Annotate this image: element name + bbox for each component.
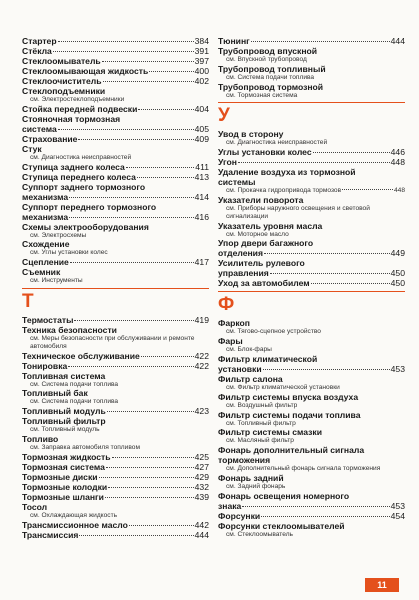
cross-reference: см. Впускной трубопровод xyxy=(226,56,307,63)
entry-term: Фары xyxy=(218,336,243,347)
index-section-t xyxy=(22,315,209,540)
index-entry-row xyxy=(218,248,405,258)
index-entry-row xyxy=(218,157,405,167)
index-entry-row xyxy=(22,56,209,66)
entry-term: Указатель уровня масла xyxy=(218,220,323,231)
index-entry xyxy=(218,82,405,100)
entry-term: Стёкла xyxy=(22,46,52,56)
cross-reference: см. Заправка автомобиля топливом xyxy=(30,443,140,451)
cross-reference: см. Моторное масло xyxy=(226,230,289,238)
entry-term: механизма xyxy=(22,211,69,222)
dot-leader xyxy=(126,167,194,168)
dot-leader xyxy=(261,516,389,517)
entry-term: Топливо xyxy=(22,433,59,444)
cross-reference: см. Охлаждающая жидкость xyxy=(30,511,118,519)
section-divider xyxy=(218,291,405,292)
section-letter-t: Т xyxy=(22,290,34,312)
index-entry xyxy=(22,388,209,406)
cross-reference: см. Инструменты xyxy=(30,277,83,285)
entry-term: Термостаты xyxy=(22,314,74,325)
index-entry-row xyxy=(22,462,209,472)
index-entry-row xyxy=(218,187,405,195)
dot-leader xyxy=(112,457,194,458)
entry-term: отделения xyxy=(218,248,263,259)
index-entry xyxy=(218,157,405,167)
entry-term: управления xyxy=(218,268,269,279)
dot-leader xyxy=(102,61,194,62)
entry-term: механизма xyxy=(22,191,69,202)
index-column-right xyxy=(218,36,405,539)
index-entry xyxy=(22,104,209,114)
entry-term: Топливный модуль xyxy=(22,406,106,417)
dot-leader xyxy=(105,497,194,498)
entry-term: торможения xyxy=(218,455,271,466)
entry-term: Тормозные колодки xyxy=(22,481,108,492)
entry-page-number: 404 xyxy=(194,103,209,114)
index-entry xyxy=(218,336,405,354)
index-entry xyxy=(22,462,209,472)
index-entry xyxy=(22,222,209,240)
dot-leader xyxy=(251,41,390,42)
entry-term: Техническое обслуживание xyxy=(22,350,140,361)
entry-page-number: 449 xyxy=(390,248,405,259)
cross-reference xyxy=(218,187,405,195)
cross-reference: см. Задний фонарь xyxy=(226,482,286,490)
index-entry xyxy=(218,278,405,288)
index-entry xyxy=(22,202,209,222)
entry-page-number: 448 xyxy=(390,157,405,168)
dot-leader xyxy=(137,177,194,178)
entry-page-number: 454 xyxy=(390,510,405,521)
entry-term: Увод в сторону xyxy=(218,129,284,140)
dot-leader xyxy=(58,129,194,130)
index-entry xyxy=(22,36,209,46)
cross-reference: см. Диагностика неисправностей xyxy=(226,139,328,147)
entry-term: система xyxy=(22,123,57,134)
index-entry-row xyxy=(22,520,209,530)
entry-term: Трансмиссия xyxy=(22,529,79,540)
index-entry xyxy=(22,66,209,76)
index-entry-row xyxy=(22,406,209,416)
index-entry-row xyxy=(22,162,209,172)
index-entry-row xyxy=(22,36,209,46)
index-section-f xyxy=(218,318,405,538)
index-entry xyxy=(22,239,209,257)
dot-leader xyxy=(129,525,194,526)
index-entry-row xyxy=(22,472,209,482)
index-entry-row xyxy=(22,530,209,540)
entry-page-number: 405 xyxy=(194,123,209,134)
index-entry xyxy=(22,351,209,361)
index-entry xyxy=(22,502,209,520)
entry-page-number: 448 xyxy=(393,187,405,195)
index-entry xyxy=(218,221,405,239)
dot-leader xyxy=(108,487,193,488)
index-entry-row xyxy=(22,192,209,202)
entry-page-number: 397 xyxy=(194,56,209,66)
entry-page-number: 416 xyxy=(194,211,209,222)
dot-leader xyxy=(103,81,194,82)
index-entry xyxy=(22,371,209,389)
cross-reference: см. Система подачи топлива xyxy=(30,398,119,406)
index-entry xyxy=(22,406,209,416)
entry-term: Тонировка xyxy=(22,360,68,371)
entry-page-number: 442 xyxy=(194,519,209,530)
entry-term: Угон xyxy=(218,157,237,168)
entry-page-number: 453 xyxy=(390,500,405,511)
dot-leader xyxy=(69,197,194,198)
entry-term-line: Усилитель рулевого xyxy=(218,258,305,269)
cross-reference: см. Углы установки колес xyxy=(30,249,108,257)
index-entry-row xyxy=(218,36,405,46)
index-entry-row xyxy=(22,172,209,182)
index-entry-row xyxy=(218,268,405,278)
entry-term-line: Фильтр климатической xyxy=(218,353,318,364)
index-entry xyxy=(218,46,405,64)
entry-term: Трубопровод топливный xyxy=(218,63,326,74)
index-entry xyxy=(218,167,405,195)
index-entry xyxy=(22,520,209,530)
index-entry-row xyxy=(22,134,209,144)
index-entry xyxy=(22,434,209,452)
index-entry xyxy=(218,238,405,258)
dot-leader xyxy=(69,217,194,218)
cross-reference: см. Меры безопасности при обслуживании и ремонте автомобиля xyxy=(30,334,195,350)
entry-page-number: 444 xyxy=(194,529,209,540)
entry-page-number: 409 xyxy=(194,133,209,144)
index-entry xyxy=(22,86,209,104)
index-entry xyxy=(22,416,209,434)
index-entry-row xyxy=(22,452,209,462)
entry-page-number: 450 xyxy=(390,268,405,279)
dot-leader xyxy=(107,411,194,412)
entry-term: Топливный бак xyxy=(22,388,88,399)
index-entry xyxy=(218,354,405,374)
index-entry-row xyxy=(218,147,405,157)
section-letter-f: Ф xyxy=(218,294,235,316)
cross-reference: см. Стеклоомыватель xyxy=(226,530,293,538)
dot-leader xyxy=(74,320,193,321)
index-entry-row xyxy=(22,66,209,76)
entry-page-number: 400 xyxy=(194,66,209,76)
cross-reference: см. Система подачи топлива xyxy=(30,380,119,388)
index-entry xyxy=(218,64,405,82)
cross-reference: см. Воздушный фильтр xyxy=(226,401,298,409)
index-entry xyxy=(22,182,209,202)
entry-term: Фильтр системы впуска воздуха xyxy=(218,391,359,402)
index-section-u xyxy=(218,129,405,288)
cross-reference: см. Фильтр климатической установки xyxy=(226,383,340,391)
index-entry xyxy=(22,162,209,172)
index-entry-row xyxy=(22,361,209,371)
entry-term-line: Фонарь освещения номерного xyxy=(218,490,350,501)
entry-page-number: 419 xyxy=(194,314,209,325)
entry-term: Тюнинг xyxy=(218,36,250,46)
entry-term: Уход за автомобилем xyxy=(218,278,310,289)
index-entry xyxy=(22,46,209,56)
entry-page-number: 411 xyxy=(195,161,209,172)
index-entry-row xyxy=(22,492,209,502)
section-divider xyxy=(22,288,209,289)
entry-term: Стеклоомывающая жидкость xyxy=(22,66,149,76)
index-entry xyxy=(22,114,209,134)
dot-leader xyxy=(342,189,393,190)
entry-page-number: 444 xyxy=(390,36,405,46)
dot-leader xyxy=(68,366,193,367)
dot-leader xyxy=(264,253,390,254)
index-entry-row xyxy=(22,46,209,56)
entry-term: Стойка передней подвески xyxy=(22,103,138,114)
index-entry-row xyxy=(22,212,209,222)
index-section-t-continued xyxy=(218,36,405,99)
entry-term: см. Прокачка гидропривода тормозов xyxy=(226,187,342,195)
entry-term-line: Упор двери багажного xyxy=(218,238,314,249)
page-number: 11 xyxy=(365,578,399,592)
dot-leader xyxy=(238,162,390,163)
entry-term: системы xyxy=(218,177,256,188)
entry-term: Трансмиссионное масло xyxy=(22,519,128,530)
cross-reference: см. Топливный фильтр xyxy=(226,419,296,427)
entry-term: установки xyxy=(218,363,262,374)
index-entry-row xyxy=(22,104,209,114)
index-entry xyxy=(22,56,209,66)
entry-term: Топливная система xyxy=(22,370,106,381)
entry-term: Форсунки xyxy=(218,510,261,521)
cross-reference: см. Тягово-сцепное устройство xyxy=(226,328,321,336)
section-divider xyxy=(218,102,405,103)
index-entry xyxy=(22,472,209,482)
index-entry xyxy=(22,315,209,325)
entry-term: Тосол xyxy=(22,501,48,512)
cross-reference: см. Дополнительный фонарь сигнала торможения xyxy=(226,465,381,473)
entry-term-line: Суппорт переднего тормозного xyxy=(22,201,157,212)
index-entry xyxy=(22,267,209,285)
entry-term: Тормозные диски xyxy=(22,471,98,482)
entry-page-number: 450 xyxy=(390,278,405,289)
entry-term: Техника безопасности xyxy=(22,324,117,335)
entry-term: Схемы электрооборудования xyxy=(22,221,149,232)
index-entry xyxy=(22,76,209,86)
dot-leader xyxy=(58,41,194,42)
dot-leader xyxy=(313,152,390,153)
entry-term: Тормозная жидкость xyxy=(22,451,111,462)
entry-term: Форсунки стеклоомывателей xyxy=(218,520,345,531)
index-entry xyxy=(218,491,405,511)
entry-page-number: 429 xyxy=(194,471,209,482)
cross-reference: см. Диагностика неисправностей xyxy=(30,153,132,161)
dot-leader xyxy=(270,273,390,274)
entry-page-number: 439 xyxy=(194,491,209,502)
index-entry xyxy=(218,147,405,157)
index-entry xyxy=(218,195,405,221)
entry-page-number: 414 xyxy=(194,191,209,202)
cross-reference: см. Блок-фары xyxy=(226,346,272,354)
entry-term: Стеклоочиститель xyxy=(22,76,102,86)
entry-page-number: 391 xyxy=(194,46,209,56)
index-entry-row xyxy=(22,351,209,361)
index-entry xyxy=(22,452,209,462)
entry-term: Схождение xyxy=(22,239,70,250)
entry-page-number: 413 xyxy=(194,171,209,182)
dot-leader xyxy=(106,467,194,468)
index-entry xyxy=(218,473,405,491)
entry-page-number: 446 xyxy=(390,147,405,158)
dot-leader xyxy=(99,477,194,478)
entry-term: Трубопровод тормозной xyxy=(218,81,324,92)
index-entry-row xyxy=(22,482,209,492)
index-entry xyxy=(218,318,405,336)
index-entry xyxy=(22,482,209,492)
cross-reference: см. Тормозная система xyxy=(226,91,298,99)
index-entry-row xyxy=(22,124,209,134)
index-entry xyxy=(22,492,209,502)
dot-leader xyxy=(79,535,193,536)
index-entry-row xyxy=(218,278,405,288)
index-entry-row xyxy=(218,364,405,374)
entry-term: Съемник xyxy=(22,267,61,278)
index-entry-row xyxy=(22,76,209,86)
entry-term: знака xyxy=(218,500,242,511)
entry-term: Фильтр системы подачи топлива xyxy=(218,409,361,420)
entry-term: Ступица переднего колеса xyxy=(22,171,136,182)
dot-leader xyxy=(53,51,194,52)
index-entry xyxy=(218,392,405,410)
entry-term: Углы установки колес xyxy=(218,147,312,158)
entry-term: Стеклоомыватель xyxy=(22,56,101,66)
entry-page-number: 453 xyxy=(390,363,405,374)
entry-page-number: 384 xyxy=(194,36,209,46)
entry-term: Стартер xyxy=(22,36,57,46)
dot-leader xyxy=(78,139,193,140)
entry-page-number: 422 xyxy=(194,360,209,371)
dot-leader xyxy=(242,506,389,507)
cross-reference: см. Электросхемы xyxy=(30,231,87,239)
index-entry xyxy=(22,530,209,540)
index-entry-row xyxy=(22,257,209,267)
entry-term: Тормозная система xyxy=(22,461,105,472)
entry-page-number: 432 xyxy=(194,481,209,492)
entry-term: Тормозные шланги xyxy=(22,491,104,502)
dot-leader xyxy=(149,71,193,72)
entry-term: Стук xyxy=(22,143,42,154)
index-entry xyxy=(218,374,405,392)
entry-term: Фильтр системы смазки xyxy=(218,427,323,438)
entry-page-number: 423 xyxy=(194,406,209,417)
cross-reference: см. Приборы наружного освещения и световой сигнализации xyxy=(226,204,370,220)
entry-page-number: 425 xyxy=(194,451,209,462)
entry-term-line: Суппорт заднего тормозного xyxy=(22,181,146,192)
index-entry xyxy=(218,36,405,46)
index-entry xyxy=(218,511,405,521)
cross-reference: см. Электростеклоподъемники xyxy=(30,96,125,103)
index-entry xyxy=(218,410,405,428)
index-entry xyxy=(22,361,209,371)
entry-term-line: Фонарь дополнительный сигнала xyxy=(218,445,365,456)
cross-reference: см. Система подачи топлива xyxy=(226,73,315,81)
entry-page-number: 427 xyxy=(194,461,209,472)
index-entry xyxy=(218,427,405,445)
index-entry xyxy=(218,521,405,539)
dot-leader xyxy=(311,283,390,284)
entry-term: Фаркоп xyxy=(218,318,250,329)
entry-page-number: 422 xyxy=(194,350,209,361)
index-entry-row xyxy=(218,511,405,521)
cross-reference: см. Топливный модуль xyxy=(30,426,100,434)
entry-page-number: 417 xyxy=(194,257,209,268)
entry-term: Указатели поворота xyxy=(218,194,304,205)
entry-term: Стеклоподъемники xyxy=(22,86,106,96)
index-entry xyxy=(22,144,209,162)
index-entry xyxy=(218,258,405,278)
dot-leader xyxy=(70,262,194,263)
dot-leader xyxy=(141,356,194,357)
dot-leader xyxy=(138,109,193,110)
index-entry-row xyxy=(22,315,209,325)
entry-term: Трубопровод впускной xyxy=(218,46,318,56)
index-entry xyxy=(22,257,209,267)
cross-reference: см. Масляный фильтр xyxy=(226,437,294,445)
index-entry xyxy=(218,129,405,147)
entry-term: Ступица заднего колеса xyxy=(22,161,125,172)
index-column-left xyxy=(22,36,209,540)
entry-term: Фонарь задний xyxy=(218,472,284,483)
index-section-s xyxy=(22,36,209,285)
section-letter-u: У xyxy=(218,105,230,127)
index-entry xyxy=(22,172,209,182)
entry-term: Фильтр салона xyxy=(218,373,283,384)
index-entry xyxy=(22,325,209,351)
entry-term: Сцепление xyxy=(22,257,69,268)
entry-term-line: Стояночная тормозная xyxy=(22,113,121,124)
entry-term-line: Удаление воздуха из тормозной xyxy=(218,167,356,178)
index-entry xyxy=(22,134,209,144)
dot-leader xyxy=(263,369,390,370)
index-entry-row xyxy=(218,501,405,511)
entry-page-number: 402 xyxy=(194,76,209,86)
entry-term: Страхование xyxy=(22,133,78,144)
index-entry xyxy=(218,445,405,473)
entry-term: Топливный фильтр xyxy=(22,416,106,427)
